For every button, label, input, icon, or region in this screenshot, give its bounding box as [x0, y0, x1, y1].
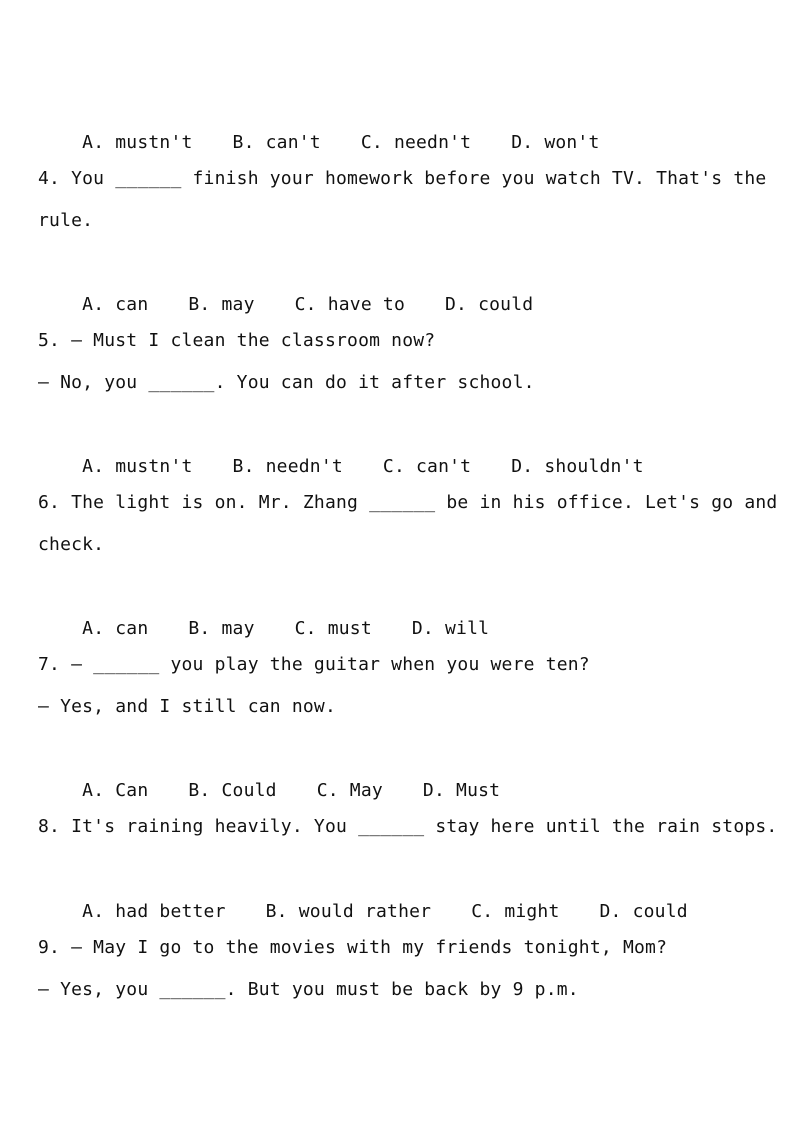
- q7-option-a: A. Can: [82, 780, 149, 801]
- q8-option-a: A. had better: [82, 901, 226, 922]
- q7-stem-line1: 7. — ______ you play the guitar when you were ten?: [38, 654, 590, 675]
- q4-option-b: B. may: [188, 294, 255, 315]
- q3-option-b: B. can't: [232, 132, 321, 153]
- q8-option-c: C. might: [471, 901, 560, 922]
- q5-option-c: C. can't: [382, 456, 472, 477]
- q4-stem-line1: 4. You ______ finish your homework before you watch TV. That's the: [38, 168, 767, 189]
- q7-option-b: B. Could: [188, 780, 277, 801]
- q8-option-d: D. could: [599, 901, 688, 922]
- q6-option-a: A. can: [82, 618, 149, 639]
- q4-option-c: C. have to: [294, 294, 405, 315]
- q4-option-d: D. could: [445, 294, 534, 315]
- q4-option-a: A. can: [82, 294, 149, 315]
- q9-stem-line1: 9. — May I go to the movies with my friends tonight, Mom?: [38, 937, 668, 958]
- q5-option-b: B. needn't: [232, 456, 343, 477]
- q5-option-d: D. shouldn't: [511, 456, 644, 477]
- q6-option-d: D. will: [411, 618, 490, 639]
- q6-stem-line2: check.: [38, 534, 105, 555]
- q6-option-b: B. may: [188, 618, 255, 639]
- q5-stem-line2: — No, you ______. You can do it after school.: [38, 372, 535, 393]
- q6-stem-line1: 6. The light is on. Mr. Zhang ______ be in his office. Let's go and: [38, 492, 778, 513]
- q7-option-c: C. May: [316, 780, 383, 801]
- q8-option-b: B. would rather: [265, 901, 432, 922]
- q3-option-d: D. won't: [511, 132, 600, 153]
- q7-option-d: D. Must: [422, 780, 501, 801]
- q6-option-c: C. must: [294, 618, 372, 639]
- q9-stem-line2: — Yes, you ______. But you must be back by 9 p.m.: [38, 979, 579, 1000]
- q3-option-c: C. needn't: [360, 132, 472, 153]
- q3-option-a: A. mustn't: [82, 132, 193, 153]
- q8-stem-line1: 8. It's raining heavily. You ______ stay here until the rain stops.: [38, 816, 778, 837]
- q4-stem-line2: rule.: [38, 210, 94, 231]
- q7-stem-line2: — Yes, and I still can now.: [38, 696, 336, 717]
- q5-stem-line1: 5. — Must I clean the classroom now?: [38, 330, 436, 351]
- q5-option-a: A. mustn't: [82, 456, 193, 477]
